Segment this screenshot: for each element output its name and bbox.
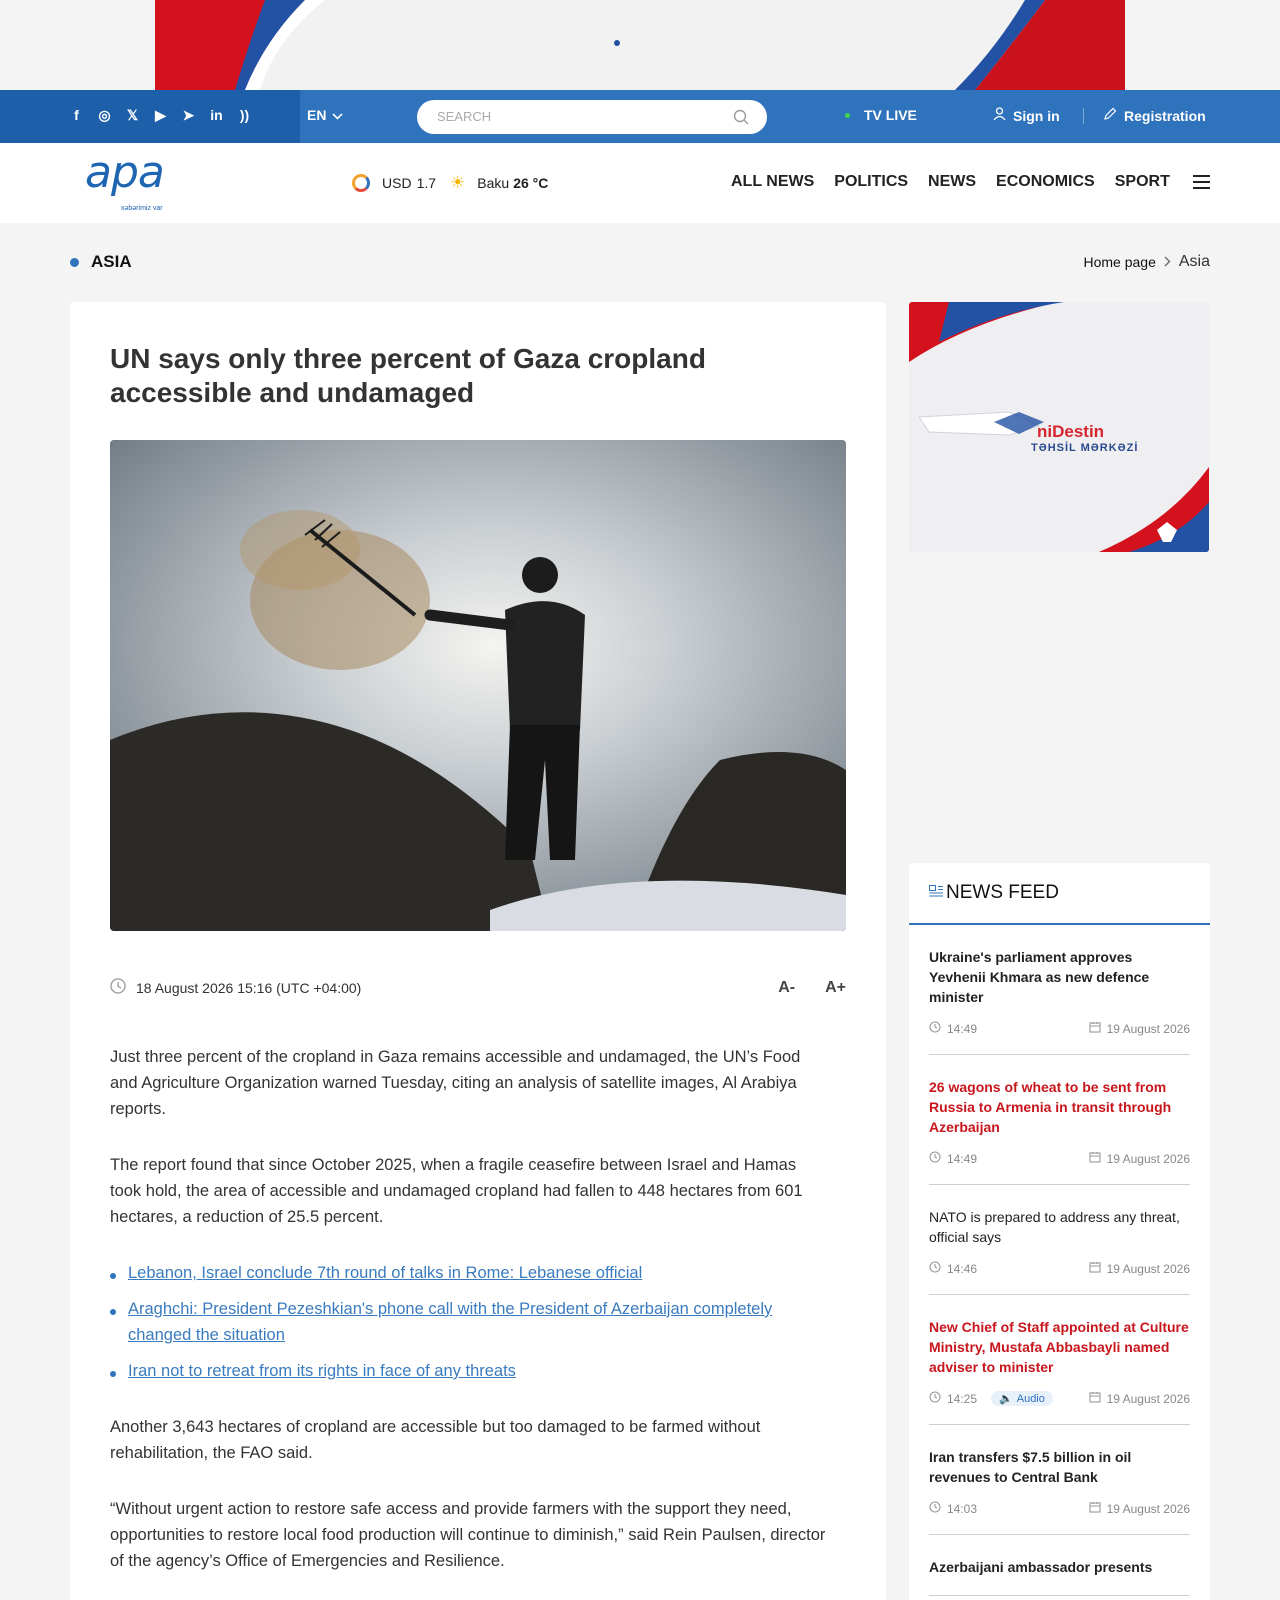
top-bar <box>0 90 1280 143</box>
news-feed-item[interactable] <box>929 1055 1190 1185</box>
news-feed-date <box>1089 1151 1190 1166</box>
temperature-value: 26 °C <box>513 175 549 191</box>
tv-live-label: TV LIVE <box>864 107 917 123</box>
related-link-item <box>110 1260 830 1286</box>
news-feed-item[interactable] <box>929 1185 1190 1295</box>
news-feed-item[interactable] <box>929 1425 1190 1535</box>
search-icon[interactable] <box>733 109 749 130</box>
related-link[interactable]: Lebanon, Israel conclude 7th round of talks in Rome: Lebanese official <box>128 1264 643 1282</box>
clock-icon <box>929 1501 941 1516</box>
nav-item-politics[interactable]: POLITICS <box>834 173 909 190</box>
news-feed-time <box>929 1151 977 1166</box>
news-feed-headline[interactable]: 26 wagons of wheat to be sent from Russia to Armenia in transit through Azerbaijan <box>929 1079 1172 1135</box>
article-paragraph: Another 3,643 hectares of cropland are accessible but too damaged to be farmed without rehabilitation, the FAO said. <box>110 1418 761 1462</box>
calendar-icon <box>1089 1261 1101 1276</box>
time-value: 14:03 <box>947 1501 978 1516</box>
sign-in-label: Sign in <box>1013 107 1060 124</box>
badge-label: Audio <box>1016 1392 1045 1405</box>
date-value: 19 August 2026 <box>1106 1261 1190 1276</box>
pencil-icon <box>1103 107 1117 124</box>
news-feed-meta <box>929 1261 1190 1276</box>
facebook-icon[interactable]: f <box>74 107 79 123</box>
news-feed-headline[interactable]: Azerbaijani ambassador presents <box>929 1559 1153 1575</box>
news-feed-item[interactable] <box>929 1535 1190 1596</box>
news-feed-meta <box>929 1501 1190 1516</box>
time-value: 14:49 <box>947 1021 978 1036</box>
article-paragraph: “Without urgent action to restore safe access and provide farmers with the support they need, opportunities to restore local food production will continue to diminish,” said Rein Paulsen, director of the agency’s Office of Emergencies and Resilience. <box>110 1500 826 1570</box>
live-indicator-icon <box>845 113 850 118</box>
font-decrease-button[interactable]: A- <box>778 978 796 996</box>
news-feed-date <box>1089 1021 1190 1036</box>
news-feed-time <box>929 1391 977 1406</box>
news-feed-meta <box>929 1391 1190 1406</box>
top-banner <box>0 0 1280 90</box>
clock-icon <box>929 1391 941 1406</box>
news-feed-headline[interactable]: New Chief of Staff appointed at Culture Ministry, Mustafa Abbasbayli named adviser to minister <box>929 1319 1189 1375</box>
sign-in-link[interactable] <box>993 107 1060 124</box>
clock-icon <box>110 978 126 997</box>
language-label: EN <box>307 107 327 123</box>
speaker-icon: 🔈 <box>999 1393 1013 1405</box>
linkedin-icon[interactable]: in <box>210 107 223 123</box>
rss-icon[interactable]: )) <box>239 107 250 123</box>
main-nav <box>731 173 1170 191</box>
currency-icon <box>352 174 370 192</box>
article-title: UN says only three percent of Gaza cropland accessible and undamaged <box>110 343 706 408</box>
date-value: 19 August 2026 <box>1106 1391 1190 1406</box>
news-feed-headline[interactable]: NATO is prepared to address any threat, official says <box>929 1209 1180 1245</box>
news-feed-time <box>929 1501 977 1516</box>
date-value: 19 August 2026 <box>1106 1151 1190 1166</box>
nav-item-news[interactable]: NEWS <box>928 173 977 190</box>
calendar-icon <box>1089 1391 1101 1406</box>
section-label: ASIA <box>91 252 132 271</box>
news-feed-item[interactable] <box>929 925 1190 1055</box>
registration-label: Registration <box>1124 107 1206 124</box>
date-value: 19 August 2026 <box>1106 1021 1190 1036</box>
font-increase-button[interactable]: A+ <box>825 978 846 996</box>
news-feed-date <box>1089 1261 1190 1276</box>
related-link-item <box>110 1358 830 1384</box>
newspaper-icon <box>929 884 944 902</box>
news-feed-title: NEWS FEED <box>946 882 1059 903</box>
article-photo <box>110 440 846 931</box>
menu-icon[interactable] <box>1193 175 1210 193</box>
x-icon[interactable]: 𝕏 <box>126 106 139 123</box>
time-value: 14:25 <box>947 1391 978 1406</box>
section-dot-icon <box>70 258 79 267</box>
article-meta <box>110 978 846 997</box>
tv-live-link[interactable] <box>845 107 917 123</box>
city-label: Baku <box>477 175 510 191</box>
sidebar-ad[interactable] <box>909 302 1209 552</box>
article-datetime: 18 August 2026 15:16 (UTC +04:00) <box>136 979 362 996</box>
news-feed-time <box>929 1261 977 1276</box>
clock-icon <box>929 1021 941 1036</box>
breadcrumb-home[interactable]: Home page <box>1083 254 1156 270</box>
site-logo[interactable] <box>85 147 164 212</box>
site-header <box>0 143 1280 223</box>
logo-tagline: xəbərimiz var <box>121 205 163 212</box>
nav-item-economics[interactable]: ECONOMICS <box>996 173 1095 190</box>
calendar-icon <box>1089 1021 1101 1036</box>
instagram-icon[interactable]: ◎ <box>98 106 111 123</box>
article-paragraph: The report found that since October 2025, when a fragile ceasefire between Israel and Hamas took hold, the area of accessible and undamaged cropland had fallen to 448 hectares from 601 hectares, a reduction of 25.5 percent. <box>110 1156 803 1226</box>
socials-wave-decoration <box>250 90 310 143</box>
search-box <box>417 100 767 134</box>
telegram-icon[interactable]: ➤ <box>182 106 195 123</box>
social-links <box>68 106 253 124</box>
breadcrumb-current: Asia <box>1178 253 1210 270</box>
news-feed-date <box>1089 1501 1190 1516</box>
search-input[interactable] <box>437 109 717 124</box>
section-title <box>70 252 132 272</box>
news-feed-headline[interactable]: Ukraine's parliament approves Yevhenii Khmara as new defence minister <box>929 949 1150 1005</box>
breadcrumb <box>1083 253 1210 271</box>
time-value: 14:46 <box>947 1261 978 1276</box>
user-icon <box>993 107 1006 124</box>
font-size-controls <box>778 979 846 997</box>
news-feed-header <box>909 863 1210 925</box>
article-paragraph: Just three percent of the cropland in Gaza remains accessible and undamaged, the UN’s Food and Agriculture Organization warned Tuesday, citing an analysis of satellite images, Al Arabiya reports. <box>110 1048 801 1118</box>
article-body <box>110 1044 830 1600</box>
related-link[interactable]: Araghchi: President Pezeshkian's phone call with the President of Azerbaijan completely changed the situation <box>128 1300 773 1344</box>
divider <box>1083 108 1084 124</box>
usd-label: USD <box>382 175 412 191</box>
news-feed-meta <box>929 1021 1190 1036</box>
news-feed-item[interactable] <box>929 1295 1190 1425</box>
nav-item-all-news[interactable]: ALL NEWS <box>731 173 815 190</box>
registration-link[interactable] <box>1103 107 1206 124</box>
news-feed-time <box>929 1021 977 1036</box>
news-feed-list <box>909 925 1210 1596</box>
audio-badge[interactable] <box>991 1391 1053 1406</box>
nav-item-sport[interactable]: SPORT <box>1114 173 1170 190</box>
time-value: 14:49 <box>947 1151 978 1166</box>
language-selector[interactable] <box>307 107 343 123</box>
chevron-right-icon <box>1164 254 1171 270</box>
related-link-item <box>110 1296 830 1348</box>
sidebar-ad-brand: niDestin <box>1037 422 1105 441</box>
date-value: 19 August 2026 <box>1106 1501 1190 1516</box>
youtube-icon[interactable]: ▶ <box>155 106 166 123</box>
sidebar-ad-subtitle: TƏHSİL MƏRKƏZİ <box>1031 442 1139 454</box>
news-feed-meta <box>929 1151 1190 1166</box>
sun-icon: ☀ <box>450 173 466 192</box>
calendar-icon <box>1089 1151 1101 1166</box>
related-link[interactable]: Iran not to retreat from its rights in face of any threats <box>128 1362 516 1380</box>
clock-icon <box>929 1261 941 1276</box>
usd-value: 1.7 <box>416 175 437 191</box>
header-widgets <box>352 173 548 193</box>
news-feed-date <box>1089 1391 1190 1406</box>
related-links-list <box>110 1260 830 1384</box>
calendar-icon <box>1089 1501 1101 1516</box>
chevron-down-icon <box>332 107 343 123</box>
top-banner-ad[interactable] <box>155 0 1125 90</box>
news-feed-headline[interactable]: Iran transfers $7.5 billion in oil revenues to Central Bank <box>929 1449 1132 1485</box>
article-card <box>70 302 886 1600</box>
clock-icon <box>929 1151 941 1166</box>
logo-wordmark: apa <box>85 147 164 198</box>
news-feed <box>909 863 1210 1600</box>
